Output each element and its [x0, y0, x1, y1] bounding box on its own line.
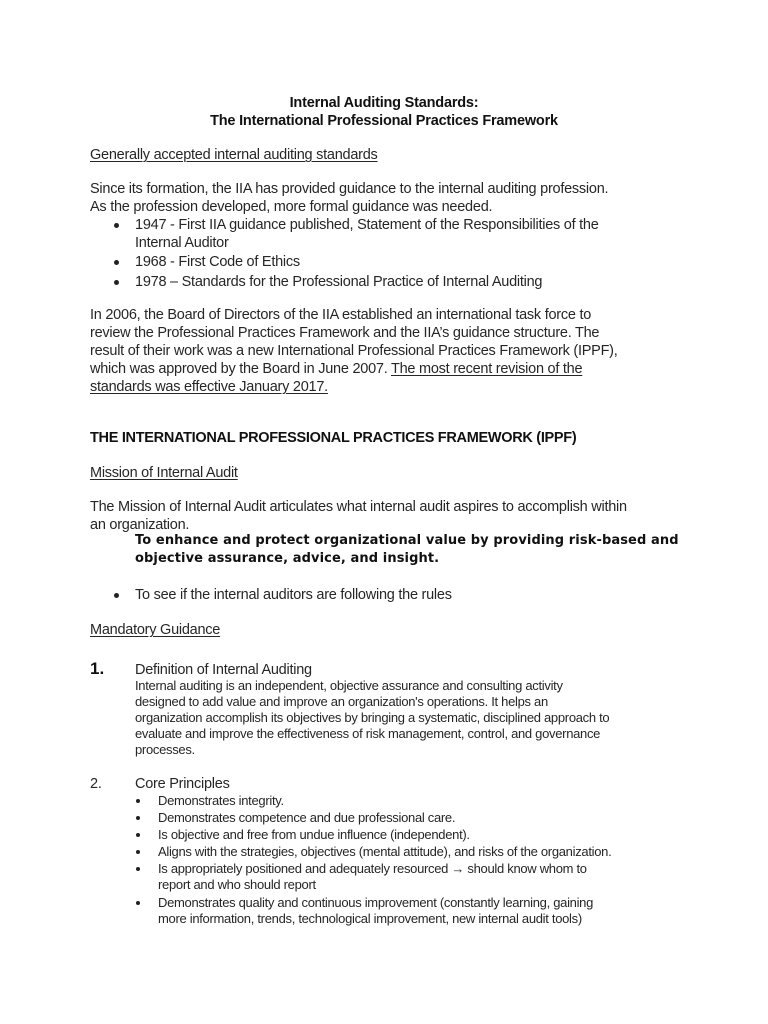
list-item-text: Demonstrates competence and due professional care.: [158, 810, 456, 825]
bullet-icon: [136, 867, 140, 871]
list-item-text-cont: more information, trends, technological improvement, new internal audit tools): [158, 911, 582, 926]
item-title: Definition of Internal Auditing: [135, 662, 312, 678]
intro-text-line2: As the profession developed, more formal guidance was needed.: [90, 199, 493, 215]
definition-line: Internal auditing is an independent, objective assurance and consulting activity: [135, 678, 563, 693]
document-title-line1: Internal Auditing Standards:: [289, 95, 479, 111]
section-heading-generally-accepted: Generally accepted internal auditing standards: [90, 147, 378, 163]
list-item-text-cont: Internal Auditor: [135, 235, 229, 251]
list-item-text: 1978 – Standards for the Professional Practice of Internal Auditing: [135, 274, 543, 290]
paragraph-line: result of their work was a new International Professional Practices Framework (IPPF),: [90, 343, 618, 359]
subheading-mandatory-guidance: Mandatory Guidance: [90, 622, 221, 638]
definition-line: processes.: [135, 742, 195, 757]
bullet-icon: [114, 280, 119, 285]
definition-line: evaluate and improve the effectiveness of risk management, control, and governance: [135, 726, 601, 741]
intro-text-line1: Since its formation, the IIA has provided guidance to the internal auditing profession.: [90, 181, 609, 197]
item-number: 1.: [90, 659, 105, 678]
document-title-line2: The International Professional Practices Framework: [210, 113, 558, 129]
list-item-text: Demonstrates integrity.: [158, 793, 284, 808]
bullet-icon: [136, 850, 140, 854]
bullet-icon: [114, 260, 119, 265]
paragraph-line: [90, 360, 582, 378]
underlined-revision-note: The most recent revision of the: [391, 361, 583, 377]
bullet-icon: [114, 223, 119, 228]
mission-statement-line1: To enhance and protect organizational value by providing risk-based and: [135, 533, 679, 548]
item-title: Core Principles: [135, 776, 230, 792]
list-item-text: Demonstrates quality and continuous improvement (constantly learning, gaining: [158, 895, 594, 910]
paragraph-line: review the Professional Practices Framework and the IIA’s guidance structure. The: [90, 325, 600, 341]
mission-statement-line2: objective assurance, advice, and insight.: [135, 551, 440, 566]
subheading-mission: Mission of Internal Audit: [90, 465, 238, 481]
list-item-text: 1968 - First Code of Ethics: [135, 254, 300, 270]
bullet-icon: [136, 816, 140, 820]
bullet-icon: [136, 799, 140, 803]
section-heading-ippf: THE INTERNATIONAL PROFESSIONAL PRACTICES FRAMEWORK (IPPF): [90, 430, 577, 446]
paragraph-line: In 2006, the Board of Directors of the IIA established an international task force to: [90, 307, 592, 323]
list-item-text: Is appropriately positioned and adequately resourced → should know whom to: [158, 861, 587, 876]
paragraph-line-text: which was approved by the Board in June 2007.: [90, 361, 391, 377]
bullet-icon: [114, 593, 119, 598]
definition-line: organization accomplish its objectives by bringing a systematic, disciplined approach to: [135, 710, 610, 725]
bullet-icon: [136, 833, 140, 837]
item-number: 2.: [90, 776, 102, 792]
mission-text-line2: an organization.: [90, 517, 190, 533]
list-item-text: 1947 - First IIA guidance published, Statement of the Responsibilities of the: [135, 217, 599, 233]
mission-text-line1: The Mission of Internal Audit articulates what internal audit aspires to accomplish within: [90, 499, 627, 515]
definition-line: designed to add value and improve an organization's operations. It helps an: [135, 694, 548, 709]
list-item-text: Is objective and free from undue influence (independent).: [158, 827, 470, 842]
list-item-text: Aligns with the strategies, objectives (mental attitude), and risks of the organization.: [158, 844, 612, 859]
list-item-text: To see if the internal auditors are following the rules: [135, 587, 452, 603]
bullet-icon: [136, 901, 140, 905]
list-item-text-cont: report and who should report: [158, 877, 316, 892]
underlined-revision-note-cont: standards was effective January 2017.: [90, 379, 328, 395]
